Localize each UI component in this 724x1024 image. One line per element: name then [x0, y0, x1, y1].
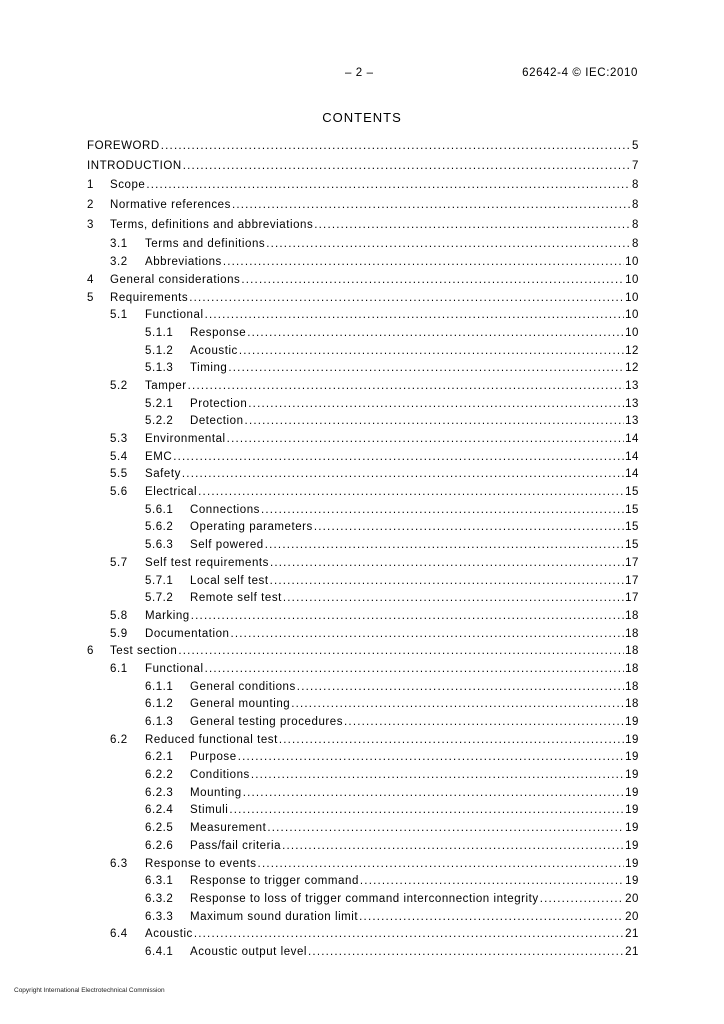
dot-leader — [540, 891, 624, 909]
toc-entry-number: 5.2.1 — [145, 397, 174, 410]
toc-entry-number: 6.3.3 — [145, 910, 174, 923]
dot-leader — [188, 378, 624, 396]
toc-entry[interactable] — [87, 484, 639, 502]
toc-entry-number: 5.6.2 — [145, 521, 174, 534]
dot-leader — [245, 413, 625, 431]
toc-entry-page: 12 — [625, 362, 639, 375]
toc-entry[interactable] — [87, 396, 639, 414]
toc-entry-number: 6.2 — [110, 733, 128, 746]
toc-entry[interactable] — [87, 926, 639, 944]
toc-entry[interactable] — [87, 254, 639, 272]
toc-entry-number: 3.2 — [110, 256, 128, 269]
dot-leader — [229, 802, 624, 820]
toc-entry-page: 21 — [625, 945, 639, 958]
toc-entry[interactable] — [87, 696, 639, 714]
toc-entry-number: 5 — [87, 291, 94, 304]
toc-entry[interactable] — [87, 732, 639, 750]
dot-leader — [267, 820, 624, 838]
dot-leader — [270, 573, 625, 591]
toc-entry-number: 6.3.1 — [145, 875, 174, 888]
toc-entry[interactable] — [87, 236, 639, 254]
toc-entry-title: Documentation — [145, 627, 230, 640]
toc-entry[interactable] — [87, 856, 639, 874]
toc-entry-page: 18 — [625, 645, 639, 658]
dot-leader — [178, 643, 624, 661]
dot-leader — [344, 714, 624, 732]
dot-leader — [173, 449, 624, 467]
dot-leader — [191, 608, 624, 626]
dot-leader — [194, 926, 624, 944]
dot-leader — [239, 343, 624, 361]
toc-entry[interactable] — [87, 360, 639, 378]
toc-entry-number: 1 — [87, 179, 94, 192]
toc-entry[interactable] — [87, 197, 639, 215]
toc-entry-number: 5.4 — [110, 450, 128, 463]
toc-entry-title: Timing — [190, 362, 228, 375]
toc-entry-number: 5.6.3 — [145, 539, 174, 552]
toc-entry[interactable] — [87, 502, 639, 520]
toc-entry[interactable] — [87, 519, 639, 537]
toc-entry-number: 2 — [87, 199, 94, 212]
toc-entry-page: 18 — [625, 680, 639, 693]
toc-entry[interactable] — [87, 767, 639, 785]
toc-entry[interactable] — [87, 909, 639, 927]
dot-leader — [227, 431, 624, 449]
toc-entry-title: General mounting — [190, 698, 291, 711]
toc-entry-title: Terms and definitions — [145, 238, 266, 251]
dot-leader — [247, 325, 624, 343]
toc-entry-number: 6.2.4 — [145, 804, 174, 817]
dot-leader — [241, 272, 624, 290]
toc-entry-page: 10 — [625, 326, 639, 339]
toc-entry-page: 17 — [625, 556, 639, 569]
toc-entry-page: 18 — [625, 627, 639, 640]
toc-entry-title: Response to loss of trigger command interconnection integrity — [190, 892, 539, 905]
toc-entry-number: 6.1.2 — [145, 698, 174, 711]
toc-entry-title: Detection — [190, 415, 244, 428]
dot-leader — [228, 360, 624, 378]
toc-entry-page: 19 — [625, 751, 639, 764]
toc-entry-page: 8 — [632, 179, 639, 192]
toc-entry-title: Tamper — [145, 379, 187, 392]
toc-entry-title: Electrical — [145, 486, 198, 499]
dot-leader — [243, 785, 624, 803]
toc-entry-number: 5.1.1 — [145, 326, 174, 339]
toc-entry-title: Abbreviations — [145, 256, 222, 269]
toc-entry-number: 6.2.3 — [145, 786, 174, 799]
dot-leader — [248, 396, 624, 414]
toc-entry-page: 19 — [625, 716, 639, 728]
page-number: – 2 – — [345, 67, 374, 79]
toc-entry-number: 6.1 — [110, 662, 128, 675]
toc-entry-page: 17 — [625, 574, 639, 587]
dot-leader — [265, 537, 624, 555]
toc-entry[interactable] — [87, 838, 639, 856]
toc-entry-title: Acoustic — [145, 928, 193, 941]
toc-entry-title: Safety — [145, 468, 181, 481]
dot-leader — [183, 158, 631, 176]
dot-leader — [161, 138, 631, 156]
toc-entry[interactable] — [87, 466, 639, 484]
toc-entry-number: 5.7.2 — [145, 592, 174, 605]
toc-entry[interactable] — [87, 820, 639, 838]
toc-entry-page: 8 — [632, 238, 639, 251]
dot-leader — [146, 177, 631, 195]
toc-entry-title: Functional — [145, 662, 204, 675]
toc-entry-title: General considerations — [110, 273, 241, 286]
dot-leader — [283, 590, 624, 608]
toc-entry-page: 10 — [625, 309, 639, 322]
toc-entry-title: Acoustic output level — [190, 945, 308, 958]
toc-entry-page: 10 — [625, 256, 639, 269]
toc-entry-page: 8 — [632, 218, 639, 231]
toc-entry-number: 6 — [87, 645, 94, 658]
toc-entry-number: 6.2.5 — [145, 822, 174, 835]
toc-entry-page: 5 — [632, 140, 639, 152]
toc-entry-number: 5.8 — [110, 609, 128, 622]
toc-entry[interactable] — [87, 537, 639, 555]
dot-leader — [223, 254, 624, 272]
toc-entry-page: 19 — [625, 857, 639, 870]
toc-entry[interactable] — [87, 891, 639, 909]
toc-entry-number: 6.2.1 — [145, 751, 174, 764]
toc-entry-page: 17 — [625, 592, 639, 605]
dot-leader — [308, 944, 624, 962]
toc-entry-title: Acoustic — [190, 344, 238, 357]
toc-entry-page: 18 — [625, 609, 639, 622]
toc-entry-page: 19 — [625, 769, 639, 782]
toc-entry-title: EMC — [145, 450, 173, 463]
toc-entry-number: 5.9 — [110, 627, 128, 640]
toc-entry-page: 8 — [632, 199, 639, 212]
toc-entry-page: 21 — [625, 928, 639, 941]
toc-entry-number: 5.5 — [110, 468, 128, 481]
toc-entry[interactable] — [87, 944, 639, 962]
toc-entry-title: Purpose — [190, 751, 237, 764]
toc-entry-page: 15 — [625, 521, 639, 534]
dot-leader — [232, 197, 631, 215]
toc-entry-number: 6.2.6 — [145, 839, 174, 852]
dot-leader — [270, 555, 624, 573]
toc-entry-page: 19 — [625, 733, 639, 746]
toc-entry[interactable] — [87, 307, 639, 325]
dot-leader — [189, 290, 624, 308]
toc-entry[interactable] — [87, 413, 639, 431]
toc-entry-title: FOREWORD — [87, 140, 160, 152]
dot-leader — [291, 696, 624, 714]
toc-entry[interactable] — [87, 343, 639, 361]
dot-leader — [297, 679, 624, 697]
toc-entry-page: 20 — [625, 910, 639, 923]
toc-entry[interactable] — [87, 272, 639, 290]
dot-leader — [205, 307, 625, 325]
toc-entry-title: Requirements — [110, 291, 189, 304]
toc-entry[interactable] — [87, 158, 639, 176]
toc-entry-title: Stimuli — [190, 804, 229, 817]
toc-entry-page: 14 — [625, 450, 639, 463]
document-id: 62642-4 © IEC:2010 — [522, 67, 638, 79]
toc-entry[interactable] — [87, 177, 639, 195]
table-of-contents — [87, 138, 639, 962]
toc-entry-number: 6.1.3 — [145, 716, 174, 728]
toc-entry-title: Operating parameters — [190, 521, 313, 534]
toc-entry-page: 18 — [625, 698, 639, 711]
toc-entry-page: 14 — [625, 433, 639, 445]
toc-entry-title: Local self test — [190, 574, 269, 587]
toc-entry-number: 6.2.2 — [145, 769, 174, 782]
dot-leader — [282, 838, 624, 856]
dot-leader — [198, 484, 624, 502]
toc-entry-number: 3.1 — [110, 238, 128, 251]
toc-entry[interactable] — [87, 749, 639, 767]
toc-entry-title: General conditions — [190, 680, 296, 693]
toc-entry-number: 5.2.2 — [145, 415, 174, 428]
toc-entry[interactable] — [87, 217, 639, 235]
toc-entry[interactable] — [87, 802, 639, 820]
dot-leader — [205, 661, 625, 679]
toc-entry-number: 5.2 — [110, 379, 128, 392]
toc-entry-page: 13 — [625, 397, 639, 410]
toc-entry-number: 4 — [87, 273, 94, 286]
toc-entry-title: Normative references — [110, 199, 231, 212]
toc-entry[interactable] — [87, 661, 639, 679]
toc-entry-title: Connections — [190, 503, 260, 516]
toc-entry[interactable] — [87, 873, 639, 891]
toc-entry-title: Marking — [145, 609, 190, 622]
toc-entry-title: INTRODUCTION — [87, 159, 182, 172]
toc-entry-number: 6.4.1 — [145, 945, 174, 958]
dot-leader — [182, 466, 624, 484]
toc-entry-page: 15 — [625, 503, 639, 516]
toc-entry[interactable] — [87, 573, 639, 591]
toc-entry-page: 7 — [632, 159, 639, 172]
toc-entry[interactable] — [87, 714, 639, 732]
toc-entry-page: 19 — [625, 875, 639, 888]
toc-entry-number: 6.4 — [110, 928, 128, 941]
dot-leader — [258, 856, 625, 874]
toc-entry-page: 10 — [625, 273, 639, 286]
dot-leader — [238, 749, 624, 767]
toc-entry-number: 5.6 — [110, 486, 128, 499]
toc-entry-number: 5.1.3 — [145, 362, 174, 375]
dot-leader — [261, 502, 624, 520]
toc-entry-title: Remote self test — [190, 592, 282, 605]
toc-entry[interactable] — [87, 679, 639, 697]
toc-entry-page: 12 — [625, 344, 639, 357]
dot-leader — [360, 873, 624, 891]
toc-entry-number: 5.6.1 — [145, 503, 174, 516]
toc-entry-title: Test section — [110, 645, 178, 658]
toc-entry-page: 15 — [625, 486, 639, 499]
dot-leader — [251, 767, 624, 785]
dot-leader — [314, 217, 631, 235]
page-header — [0, 67, 724, 85]
toc-entry-page: 19 — [625, 822, 639, 835]
dot-leader — [359, 909, 624, 927]
dot-leader — [231, 626, 625, 644]
toc-entry-page: 15 — [625, 539, 639, 552]
toc-entry-title: General testing procedures — [190, 716, 344, 728]
toc-entry-title: Protection — [190, 397, 248, 410]
toc-entry-number: 6.1.1 — [145, 680, 174, 693]
toc-entry-number: 5.1 — [110, 309, 128, 322]
toc-entry[interactable] — [87, 626, 639, 644]
toc-entry-title: Conditions — [190, 769, 250, 782]
contents-title: CONTENTS — [322, 110, 402, 125]
toc-entry[interactable] — [87, 608, 639, 626]
toc-entry-title: Pass/fail criteria — [190, 839, 282, 852]
toc-entry[interactable] — [87, 138, 639, 156]
toc-entry-page: 19 — [625, 804, 639, 817]
toc-entry-number: 5.7.1 — [145, 574, 174, 587]
toc-entry[interactable] — [87, 643, 639, 661]
toc-entry-title: Environmental — [145, 433, 226, 445]
toc-entry-title: Mounting — [190, 786, 242, 799]
toc-entry-number: 5.1.2 — [145, 344, 174, 357]
toc-entry-page: 14 — [625, 468, 639, 481]
toc-entry-title: Self test requirements — [145, 556, 269, 569]
toc-entry-title: Maximum sound duration limit — [190, 910, 359, 923]
toc-entry-page: 19 — [625, 786, 639, 799]
toc-entry[interactable] — [87, 431, 639, 449]
toc-entry-page: 20 — [625, 892, 639, 905]
toc-entry-title: Terms, definitions and abbreviations — [110, 218, 314, 231]
toc-entry-page: 10 — [625, 291, 639, 304]
toc-entry-title: Reduced functional test — [145, 733, 278, 746]
dot-leader — [314, 519, 624, 537]
toc-entry-page: 19 — [625, 839, 639, 852]
toc-entry-title: Response to events — [145, 857, 257, 870]
toc-entry[interactable] — [87, 449, 639, 467]
copyright-footer: Copyright International Electrotechnical Commission — [14, 987, 165, 994]
toc-entry[interactable] — [87, 325, 639, 343]
dot-leader — [266, 236, 631, 254]
toc-entry-title: Response — [190, 326, 247, 339]
toc-entry-number: 6.3 — [110, 857, 128, 870]
toc-entry[interactable] — [87, 590, 639, 608]
toc-entry-title: Response to trigger command — [190, 875, 359, 888]
toc-entry-title: Functional — [145, 309, 204, 322]
toc-entry-number: 5.3 — [110, 433, 128, 445]
toc-entry-page: 18 — [625, 662, 639, 675]
dot-leader — [279, 732, 624, 750]
toc-entry-title: Self powered — [190, 539, 264, 552]
toc-entry-number: 5.7 — [110, 556, 128, 569]
toc-entry[interactable] — [87, 290, 639, 308]
toc-entry-number: 3 — [87, 218, 94, 231]
toc-entry[interactable] — [87, 785, 639, 803]
toc-entry-page: 13 — [625, 415, 639, 428]
toc-entry-title: Scope — [110, 179, 146, 192]
toc-entry-number: 6.3.2 — [145, 892, 174, 905]
toc-entry[interactable] — [87, 378, 639, 396]
toc-entry-title: Measurement — [190, 822, 267, 835]
toc-entry-page: 13 — [625, 379, 639, 392]
toc-entry[interactable] — [87, 555, 639, 573]
